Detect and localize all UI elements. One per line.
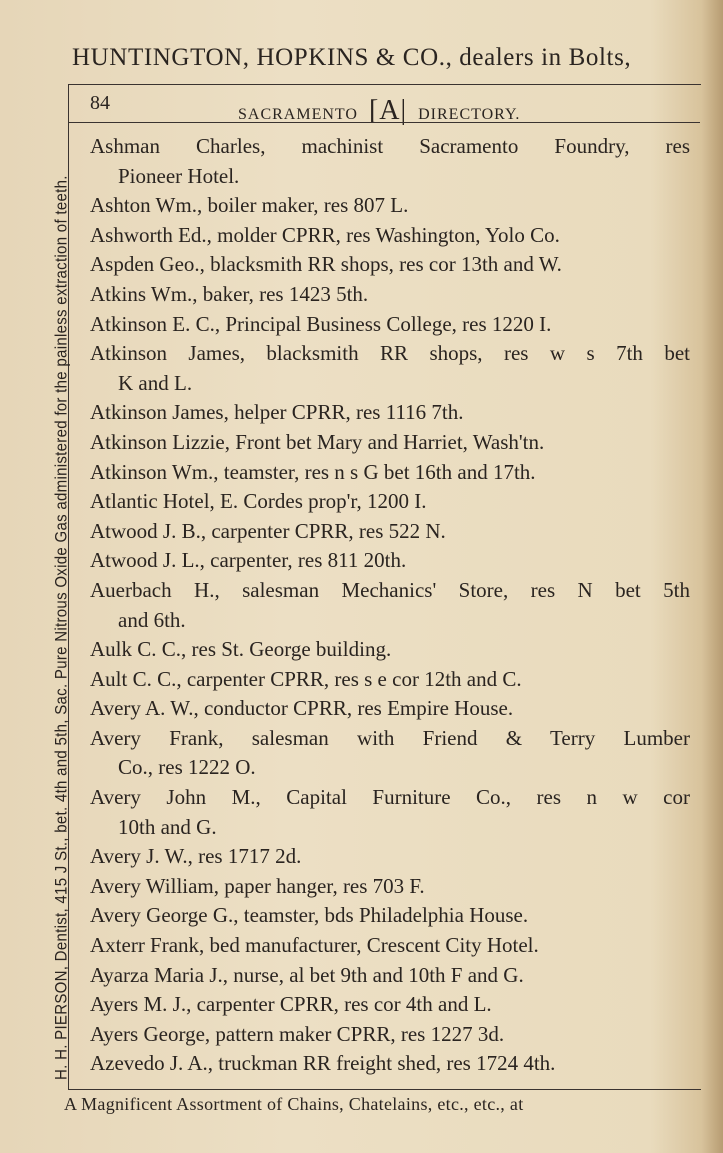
entry-line: Atkinson James, helper CPRR, res 1116 7th. (90, 400, 464, 425)
entry-line: Ashman Charles, machinist Sacramento Foundry, res (90, 134, 690, 158)
directory-entry (90, 931, 690, 961)
directory-entry (90, 546, 690, 576)
entry-continuation-line: 10th and G. (118, 814, 217, 839)
entry-line: Axterr Frank, bed manufacturer, Crescent City Hotel. (90, 933, 539, 958)
directory-entry (90, 458, 690, 488)
entry-line: Azevedo J. A., truckman RR freight shed, res 1724 4th. (90, 1051, 556, 1076)
entry-line: Atkinson Wm., teamster, res n s G bet 16th and 17th. (90, 459, 536, 484)
entry-line: Atkinson E. C., Principal Business College, res 1220 I. (90, 311, 552, 336)
entry-line: Avery Frank, salesman with Friend & Terry Lumber (90, 725, 690, 750)
directory-entry (90, 724, 690, 783)
directory-entries (90, 132, 690, 1079)
side-advertisement: H. H. PIERSON, Dentist, 415 J St., bet. 4th and 5th, Sac. Pure Nitrous Oxide Gas administered for the painless extraction of teeth. (52, 175, 71, 1080)
entry-line: Avery J. W., res 1717 2d. (90, 844, 302, 869)
directory-entry (90, 517, 690, 547)
directory-entry (90, 280, 690, 310)
section-letter: [A| (368, 95, 408, 126)
entry-line: Auerbach H., salesman Mechanics' Store, res N bet 5th (90, 577, 690, 602)
directory-entry (90, 872, 690, 902)
entry-line: Avery William, paper hanger, res 703 F. (90, 873, 425, 898)
running-title-left: SACRAMENTO (238, 106, 358, 123)
directory-entry (90, 901, 690, 931)
entry-line: Avery A. W., conductor CPRR, res Empire House. (90, 696, 514, 721)
entry-continuation-line: K and L. (118, 370, 193, 395)
entry-line: Ashton Wm., boiler maker, res 807 L. (90, 193, 409, 218)
directory-entry (90, 1049, 690, 1079)
directory-entry (90, 990, 690, 1020)
entry-line: Atwood J. L., carpenter, res 811 20th. (90, 548, 407, 573)
entry-line: Atwood J. B., carpenter CPRR, res 522 N. (90, 518, 446, 543)
entry-line: Ayarza Maria J., nurse, al bet 9th and 10th F and G. (90, 962, 524, 987)
header-rule (68, 122, 700, 123)
directory-entry (90, 191, 690, 221)
directory-entry (90, 842, 690, 872)
running-header (90, 92, 690, 126)
running-title-right: DIRECTORY. (418, 106, 521, 123)
entry-line: Aspden Geo., blacksmith RR shops, res cor 13th and W. (90, 252, 562, 277)
page-number: 84 (90, 92, 110, 114)
directory-entry (90, 576, 690, 635)
top-advertisement: HUNTINGTON, HOPKINS & CO., dealers in Bolts, (72, 44, 632, 71)
entry-line: Ault C. C., carpenter CPRR, res s e cor 12th and C. (90, 666, 522, 691)
directory-entry (90, 961, 690, 991)
entry-line: Ayers George, pattern maker CPRR, res 1227 3d. (90, 1021, 505, 1046)
directory-entry (90, 428, 690, 458)
directory-entry (90, 1020, 690, 1050)
entry-line: Aulk C. C., res St. George building. (90, 637, 392, 662)
entry-line: Avery George G., teamster, bds Philadelphia House. (90, 903, 529, 928)
directory-entry (90, 694, 690, 724)
directory-entry (90, 339, 690, 398)
entry-line: Atkinson Lizzie, Front bet Mary and Harriet, Wash'tn. (90, 429, 545, 454)
entry-line: Atlantic Hotel, E. Cordes prop'r, 1200 I. (90, 489, 427, 514)
directory-entry (90, 487, 690, 517)
entry-continuation-line: and 6th. (118, 607, 186, 632)
directory-entry (90, 250, 690, 280)
directory-entry (90, 132, 690, 191)
entry-line: Atkinson James, blacksmith RR shops, res w s 7th bet (90, 341, 690, 366)
entry-continuation-line: Co., res 1222 O. (118, 755, 256, 780)
directory-entry (90, 783, 690, 842)
directory-entry (90, 635, 690, 665)
entry-line: Ashworth Ed., molder CPRR, res Washington, Yolo Co. (90, 222, 560, 247)
directory-entry (90, 398, 690, 428)
directory-entry (90, 221, 690, 251)
entry-line: Atkins Wm., baker, res 1423 5th. (90, 281, 369, 306)
bottom-advertisement: A Magnificent Assortment of Chains, Chatelains, etc., etc., at (64, 1094, 524, 1114)
directory-entry (90, 310, 690, 340)
entry-continuation-line: Pioneer Hotel. (118, 163, 240, 188)
entry-line: Avery John M., Capital Furniture Co., res n w cor (90, 785, 690, 810)
entry-line: Ayers M. J., carpenter CPRR, res cor 4th and L. (90, 992, 492, 1017)
directory-entry (90, 665, 690, 695)
